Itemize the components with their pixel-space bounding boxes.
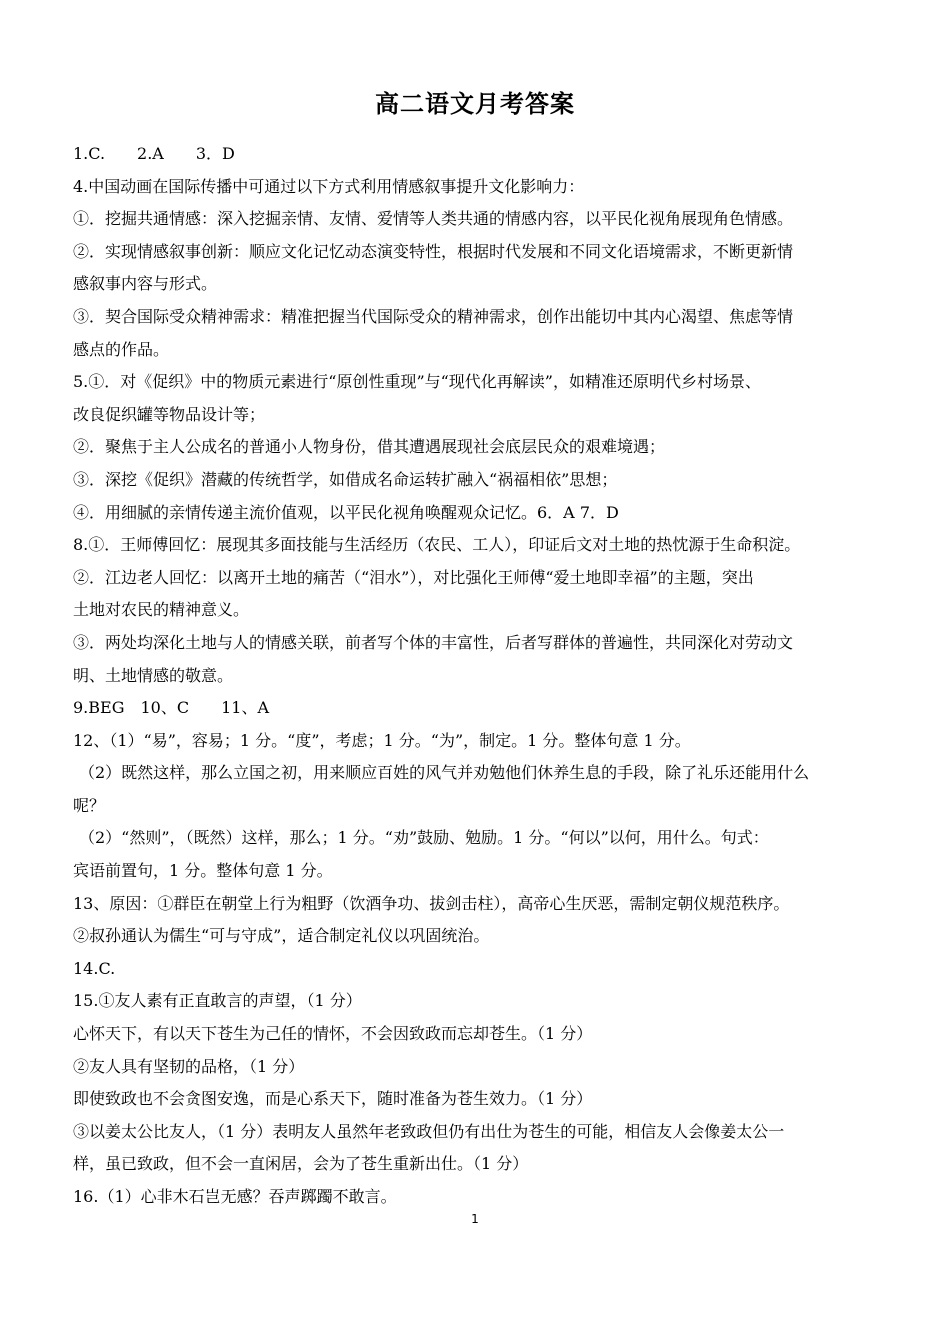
text-line: 感叙事内容与形式。 [73,274,218,294]
text-line: ③．两处均深化土地与人的情感关联，前者写个体的丰富性，后者写群体的普遍性，共同深化对劳动文 [73,632,794,652]
text-line: 宾语前置句，1 分。整体句意 1 分。 [73,861,333,881]
text-line: ④．用细腻的亲情传递主流价值观，以平民化视角唤醒观众记忆。6．A 7．D [73,502,619,522]
text-line: ③．深挖《促织》潜藏的传统哲学，如借成名命运转扩融入“祸福相依”思想； [73,469,618,489]
text-line: ②叔孙通认为儒生“可与守成”，适合制定礼仪以巩固统治。 [73,926,490,946]
text-line: 8.①．王师傅回忆：展现其多面技能与生活经历（农民、工人），印证后文对土地的热忱源于生命积淀。 [73,535,801,555]
text-line: ①．挖掘共通情感：深入挖掘亲情、友情、爱情等人类共通的情感内容，以平民化视角展现角色情感。 [73,209,794,229]
text-line: 明、土地情感的敬意。 [73,665,234,685]
page-title: 高二语文月考答案 [375,90,575,118]
text-line: ②．江边老人回忆：以离开土地的痛苦（“泪水”），对比强化王师傅“爱土地即幸福”的主题，突出 [73,567,754,587]
text-line: 感点的作品。 [73,339,170,359]
text-line: 16.（1）心非木石岂无感？吞声踯躅不敢言。 [73,1187,397,1206]
text-line: ③以姜太公比友人，（1 分）表明友人虽然年老致政但仍有出仕为苍生的可能，相信友人会像姜太公一 [73,1121,785,1141]
text-line: 心怀天下，有以天下苍生为己任的情怀，不会因致政而忘却苍生。（1 分） [73,1024,593,1044]
text-line: 改良促织罐等物品设计等； [73,404,266,424]
text-line: 呢？ [73,795,106,815]
text-line: 9.BEG 10、C 11、A [73,698,270,718]
text-line: 12、（1）“易”，容易；1 分。“度”，考虑；1 分。“为”，制定。1 分。整体句意 1 分。 [73,730,691,750]
text-line: 样，虽已致政，但不会一直闲居，会为了苍生重新出仕。（1 分） [73,1154,529,1174]
text-line: （2）既然这样，那么立国之初，用来顺应百姓的风气并劝勉他们休养生息的手段，除了礼乐还能用什么 [79,763,810,783]
text-line: ②．聚焦于主人公成名的普通小人物身份，借其遭遇展现社会底层民众的艰难境遇； [73,437,666,457]
page-number: 1 [471,1212,479,1226]
text-line: ②．实现情感叙事创新：顺应文化记忆动态演变特性，根据时代发展和不同文化语境需求，不断更新情 [73,241,794,261]
text-line: 4.中国动画在国际传播中可通过以下方式利用情感叙事提升文化影响力： [73,176,585,196]
text-line: 土地对农民的精神意义。 [73,600,250,620]
text-line: 13、原因：①群臣在朝堂上行为粗野（饮酒争功、拔剑击柱），高帝心生厌恶，需制定朝仪规范秩序。 [73,893,790,913]
text-line: （2）“然则”，（既然）这样，那么；1 分。“劝”鼓励、勉励。1 分。“何以”以何，用什么。句式： [79,828,769,848]
text-line: 即使致政也不会贪图安逸，而是心系天下，随时准备为苍生效力。（1 分） [73,1089,593,1109]
text-line: 1.C. 2.A 3．D [73,144,235,163]
text-line: 5.①．对《促织》中的物质元素进行“原创性重现”与“现代化再解读”，如精准还原明代乡村场景、 [73,372,761,392]
text-line: 14.C. [73,958,116,978]
answer-body [73,138,893,1214]
text-line: ③．契合国际受众精神需求：精准把握当代国际受众的精神需求，创作出能切中其内心渴望、焦虑等情 [73,306,794,326]
text-line: ②友人具有坚韧的品格，（1 分） [73,1056,305,1076]
text-line: 15.①友人素有正直敢言的声望，（1 分） [73,991,362,1011]
